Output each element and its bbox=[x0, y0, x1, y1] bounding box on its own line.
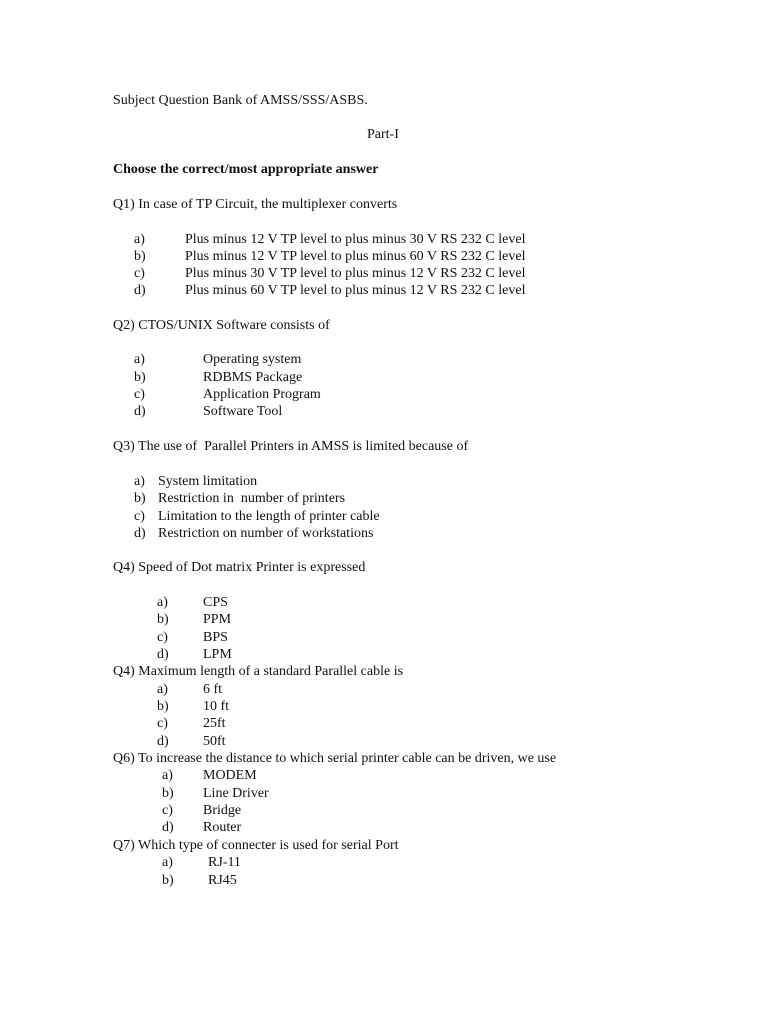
option-text: RJ-11 bbox=[208, 855, 241, 870]
option-text: RJ45 bbox=[208, 873, 237, 888]
option-text: RDBMS Package bbox=[203, 370, 303, 385]
option-letter: d) bbox=[134, 404, 146, 419]
question-6: Q6) To increase the distance to which serial printer cable can be driven, we use bbox=[113, 751, 557, 766]
option-letter: c) bbox=[134, 509, 145, 524]
option-letter: a) bbox=[157, 595, 168, 610]
question-4: Q4) Speed of Dot matrix Printer is expressed bbox=[113, 560, 366, 575]
option-letter: b) bbox=[134, 491, 146, 506]
option-text: LPM bbox=[203, 647, 232, 662]
option-text: 6 ft bbox=[203, 682, 223, 697]
option-text: MODEM bbox=[203, 768, 257, 783]
question-2: Q2) CTOS/UNIX Software consists of bbox=[113, 318, 330, 333]
question-7: Q7) Which type of connecter is used for serial Port bbox=[113, 838, 399, 853]
instruction-heading: Choose the correct/most appropriate answer bbox=[113, 162, 379, 177]
option-letter: c) bbox=[162, 803, 173, 818]
option-letter: b) bbox=[157, 612, 169, 627]
option-letter: c) bbox=[157, 630, 168, 645]
option-letter: a) bbox=[162, 768, 173, 783]
option-text: Software Tool bbox=[203, 404, 283, 419]
option-letter: b) bbox=[134, 249, 146, 264]
option-letter: b) bbox=[162, 786, 174, 801]
part-heading: Part-I bbox=[367, 127, 399, 142]
option-letter: c) bbox=[134, 266, 145, 281]
option-letter: d) bbox=[134, 526, 146, 541]
option-letter: b) bbox=[157, 699, 169, 714]
option-letter: a) bbox=[157, 682, 168, 697]
option-text: Plus minus 30 V TP level to plus minus 12 V RS 232 C level bbox=[185, 266, 526, 281]
option-text: Line Driver bbox=[203, 786, 269, 801]
option-letter: a) bbox=[134, 474, 145, 489]
question-5: Q4) Maximum length of a standard Parallel cable is bbox=[113, 664, 404, 679]
option-letter: d) bbox=[162, 820, 174, 835]
option-text: Limitation to the length of printer cable bbox=[158, 509, 380, 524]
option-text: Plus minus 12 V TP level to plus minus 60 V RS 232 C level bbox=[185, 249, 526, 264]
option-text: 10 ft bbox=[203, 699, 230, 714]
document-subject: Subject Question Bank of AMSS/SSS/ASBS. bbox=[113, 93, 368, 108]
option-letter: a) bbox=[162, 855, 173, 870]
option-letter: d) bbox=[157, 734, 169, 749]
option-letter: d) bbox=[157, 647, 169, 662]
option-letter: d) bbox=[134, 283, 146, 298]
option-letter: a) bbox=[134, 352, 145, 367]
option-text: Bridge bbox=[203, 803, 242, 818]
option-text: Operating system bbox=[203, 352, 302, 367]
option-letter: a) bbox=[134, 232, 145, 247]
question-3: Q3) The use of Parallel Printers in AMSS is limited because of bbox=[113, 439, 469, 454]
option-letter: b) bbox=[162, 873, 174, 888]
option-letter: c) bbox=[134, 387, 145, 402]
option-text: 25ft bbox=[203, 716, 226, 731]
option-letter: c) bbox=[157, 716, 168, 731]
option-text: PPM bbox=[203, 612, 232, 627]
option-text: Plus minus 12 V TP level to plus minus 30 V RS 232 C level bbox=[185, 232, 526, 247]
option-text: Application Program bbox=[203, 387, 321, 402]
option-letter: b) bbox=[134, 370, 146, 385]
option-text: BPS bbox=[203, 630, 228, 645]
option-text: System limitation bbox=[158, 474, 258, 489]
option-text: Restriction in number of printers bbox=[158, 491, 346, 506]
option-text: Router bbox=[203, 820, 242, 835]
option-text: CPS bbox=[203, 595, 228, 610]
option-text: Restriction on number of workstations bbox=[158, 526, 374, 541]
option-text: Plus minus 60 V TP level to plus minus 12 V RS 232 C level bbox=[185, 283, 526, 298]
option-text: 50ft bbox=[203, 734, 226, 749]
question-1: Q1) In case of TP Circuit, the multiplexer converts bbox=[113, 197, 398, 212]
